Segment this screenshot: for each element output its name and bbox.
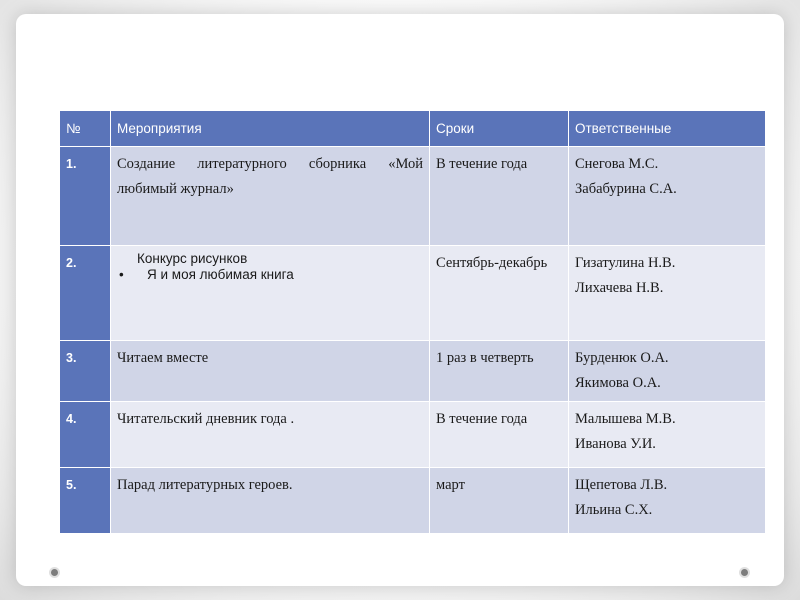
- row-number: 3.: [60, 341, 111, 402]
- events-table: [59, 110, 766, 534]
- dates-cell: В течение года: [430, 147, 569, 246]
- responsible-person: Снегова М.С.: [575, 156, 659, 172]
- decor-dot: [741, 569, 748, 576]
- row-number: 1.: [60, 147, 111, 246]
- row-number: 4.: [60, 402, 111, 468]
- responsible-person: Щепетова Л.В.: [575, 477, 668, 493]
- responsible-person: Бурденюк О.А.: [575, 350, 669, 366]
- header-row: [60, 111, 766, 147]
- responsible-person: Забабурина С.А.: [575, 181, 677, 197]
- dates-cell: Сентябрь-декабрь: [430, 246, 569, 341]
- table-row: [60, 246, 766, 341]
- contest-list: [117, 267, 423, 283]
- table-row: [60, 341, 766, 402]
- dates-cell: 1 раз в четверть: [430, 341, 569, 402]
- event-cell: Создание литературного сборника «Мой любимый журнал»: [111, 147, 430, 246]
- responsible-person: Гизатулина Н.В.: [575, 255, 676, 271]
- responsible-person: Ильина С.Х.: [575, 502, 653, 518]
- row-number: 2.: [60, 246, 111, 341]
- event-cell: [111, 246, 430, 341]
- event-cell: Читательский дневник года .: [111, 402, 430, 468]
- contest-title: Конкурс рисунков: [137, 251, 248, 266]
- responsible-person: Малышева М.В.: [575, 411, 676, 427]
- header-responsible: Ответственные: [569, 111, 766, 147]
- contest-item: Я и моя любимая книга: [147, 267, 294, 282]
- responsible-cell: [569, 147, 766, 246]
- table-row: [60, 147, 766, 246]
- dates-cell: март: [430, 468, 569, 534]
- bullet-icon: •: [119, 267, 124, 282]
- responsible-person: Иванова У.И.: [575, 436, 656, 452]
- header-number: №: [60, 111, 111, 147]
- table-row: [60, 402, 766, 468]
- header-dates: Сроки: [430, 111, 569, 147]
- row-number: 5.: [60, 468, 111, 534]
- responsible-cell: [569, 402, 766, 468]
- responsible-cell: [569, 468, 766, 534]
- event-cell: Читаем вместе: [111, 341, 430, 402]
- responsible-cell: [569, 246, 766, 341]
- event-cell: Парад литературных героев.: [111, 468, 430, 534]
- responsible-person: Лихачева Н.В.: [575, 280, 664, 296]
- decor-dot: [51, 569, 58, 576]
- responsible-cell: [569, 341, 766, 402]
- table-row: [60, 468, 766, 534]
- list-item: [119, 267, 423, 283]
- responsible-person: Якимова О.А.: [575, 375, 661, 391]
- dates-cell: В течение года: [430, 402, 569, 468]
- header-events: Мероприятия: [111, 111, 430, 147]
